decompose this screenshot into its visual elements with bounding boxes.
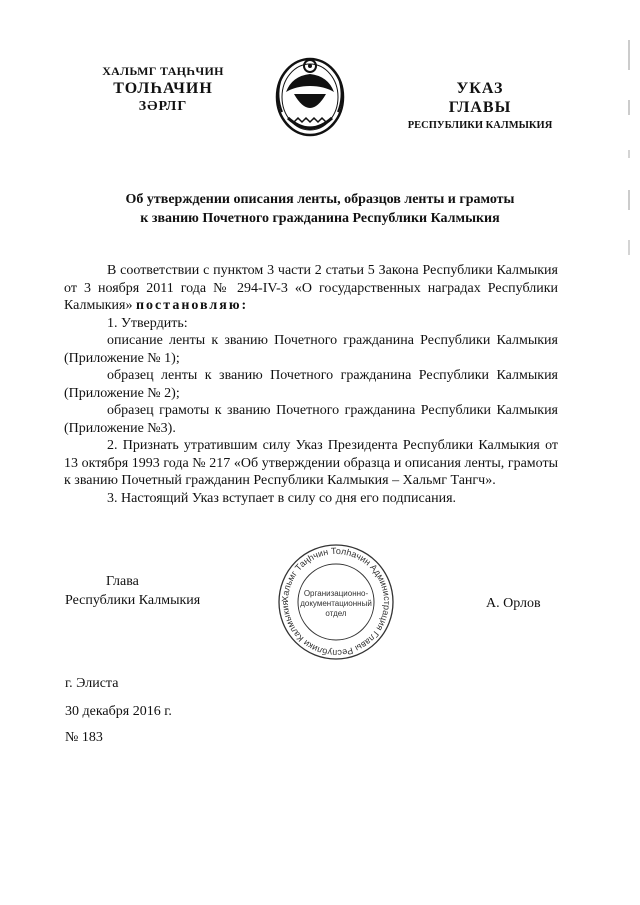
decree-word: постановляю: — [135, 298, 249, 313]
stamp-inner-line1: Организационно- — [303, 589, 369, 598]
decree-number: № 183 — [65, 730, 103, 745]
signatory-name: А. Орлов — [486, 596, 541, 611]
title-line2: к званию Почетного гражданина Республики Калмыкия — [140, 211, 500, 226]
decree-date: 30 декабря 2016 г. — [65, 704, 172, 719]
header-kalmyk-line2: ТОЛҺАЧИН — [113, 80, 213, 97]
item-3: 3. Настоящий Указ вступает в силу со дня его подписания. — [107, 490, 457, 506]
place-of-signing: г. Элиста — [65, 676, 119, 691]
intro-text: В соответствии с пунктом 3 части 2 статьи 5 Закона Республики Калмыкия от 3 ноября 2011 года № 294-IV-3 «О государственных наградах Республики Калмыкия» — [64, 263, 558, 313]
item-2: 2. Признать утратившим силу Указ Президента Республики Калмыкия от 13 октября 1993 года № 217 «Об утверждении образца и описания ленты, грамоты к званию Почетный гражданин Республики Калмыкия – Хальмг Тангч». — [64, 438, 558, 488]
signature-position — [65, 572, 200, 610]
position-line1: Глава — [106, 574, 139, 589]
item-1b: образец ленты к званию Почетного гражданина Республики Калмыкия (Приложение № 2); — [64, 368, 558, 401]
stamp-outer-textpath: Хальмг Таңһчин Толһачин Администрация Главы Республики Калмыкия — [279, 545, 393, 659]
document-body — [64, 262, 558, 507]
item-1a: описание ленты к званию Почетного гражданина Республики Калмыкия (Приложение № 1); — [64, 333, 558, 366]
document-title — [60, 190, 580, 228]
coat-of-arms-emblem — [272, 52, 348, 138]
scan-edge-marks — [625, 40, 633, 280]
title-line1: Об утверждении описания ленты, образцов ленты и грамоты — [125, 192, 515, 207]
header-kalmyk-line1: ХАЛЬМГ ТАҢҺЧИН — [102, 64, 224, 78]
stamp-inner-line2: документационный — [300, 599, 372, 608]
official-stamp — [276, 542, 396, 662]
header-russian — [400, 80, 560, 131]
header-russian-line2: ГЛАВЫ — [448, 99, 512, 116]
header-russian-line3: РЕСПУБЛИКИ КАЛМЫКИЯ — [407, 120, 553, 131]
header-russian-line1: УКАЗ — [456, 80, 504, 97]
position-line2: Республики Калмыкия — [65, 593, 201, 608]
header-kalmyk — [88, 64, 238, 115]
header-kalmyk-line3: ЗӘРЛГ — [138, 99, 188, 114]
intro-paragraph — [64, 262, 558, 315]
stamp-inner-line3: отдел — [325, 609, 347, 618]
item-1c: образец грамоты к званию Почетного гражданина Республики Калмыкия (Приложение №3). — [64, 403, 558, 436]
item-1: 1. Утвердить: — [107, 315, 188, 331]
